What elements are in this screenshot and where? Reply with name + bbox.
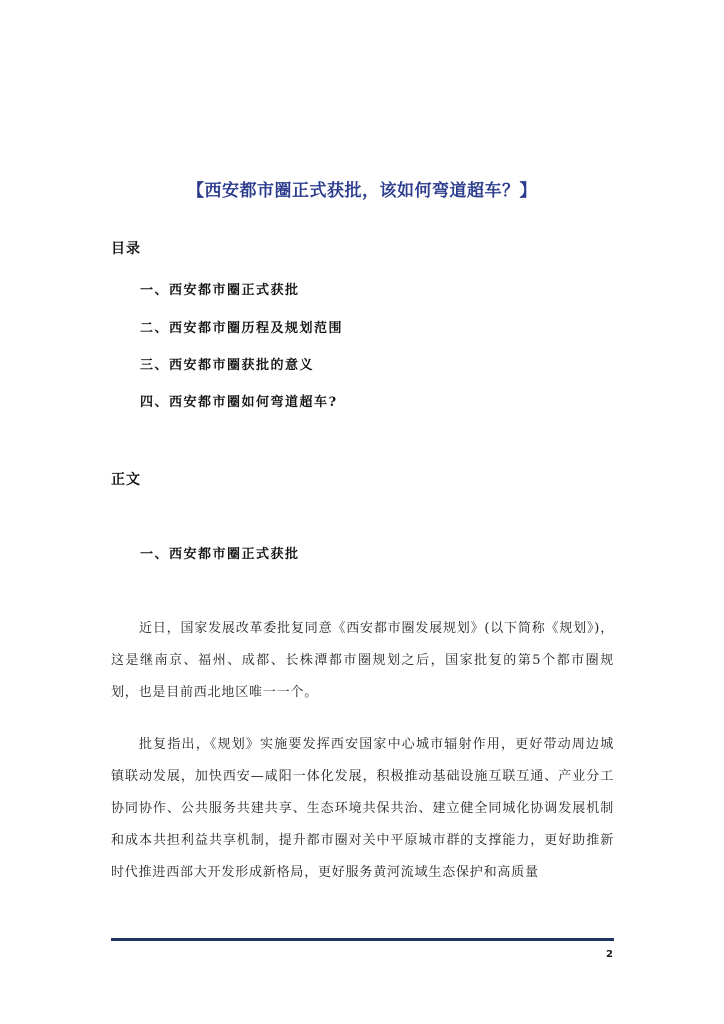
toc-item-3: 三、西安都市圈获批的意义	[140, 358, 315, 373]
body-paragraph-1: 近日，国家发展改革委批复同意《西安都市圈发展规划》(以下简称《规划》)，这是继南京、福州、成都、长株潭都市圈规划之后，国家批复的第5个都市圈规划，也是目前西北地区唯一一个。	[111, 621, 614, 700]
section-heading: 一、西安都市圈正式获批	[140, 547, 300, 562]
body-heading: 正文	[111, 472, 141, 488]
toc-item-4: 四、西安都市圈如何弯道超车?	[140, 395, 338, 410]
document-title: 【西安都市圈正式获批，该如何弯道超车？】	[187, 181, 537, 201]
toc-item-2: 二、西安都市圈历程及规划范围	[140, 321, 344, 336]
body-paragraph-2: 批复指出，《规划》实施要发挥西安国家中心城市辐射作用，更好带动周边城镇联动发展，加快西安—咸阳一体化发展，积极推动基础设施互联互通、产业分工协同协作、公共服务共建共享、生态环境共保共治、建立健全同城化协调发展机制和成本共担利益共享机制，提升都市圈对关中平原城市群的支撑能力，更好助推新时代推进西部大开发形成新格局，更好服务黄河流域生态保护和高质量	[111, 737, 614, 880]
page-number: 2	[606, 949, 613, 960]
toc-heading: 目录	[111, 241, 141, 257]
toc-item-1: 一、西安都市圈正式获批	[140, 283, 300, 298]
footer-rule	[111, 938, 614, 941]
